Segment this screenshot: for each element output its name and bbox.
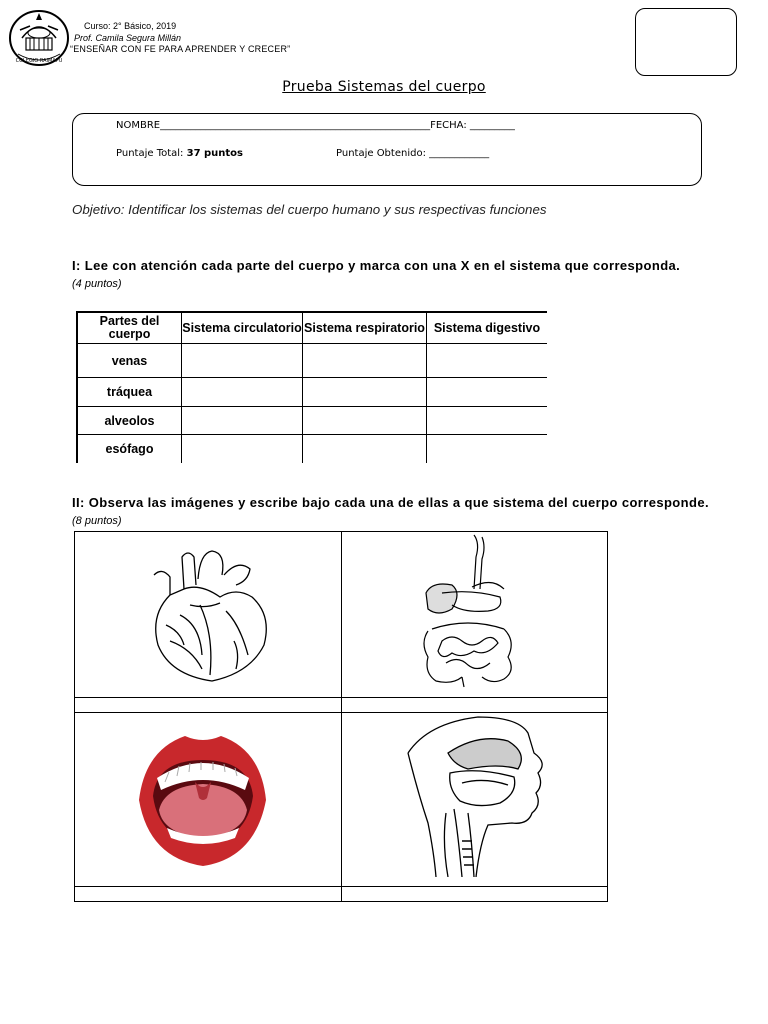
school-motto: “ENSEÑAR CON FE PARA APRENDER Y CRECER”: [70, 44, 291, 54]
answer-cell[interactable]: [303, 378, 427, 407]
section1-instruction: [72, 257, 692, 293]
total-score-value: 37 puntos: [186, 148, 244, 159]
answer-cell[interactable]: [303, 344, 427, 378]
section2-points: (8 puntos): [72, 515, 122, 527]
answer-cell[interactable]: [182, 407, 303, 435]
header-circulatory: Sistema circulatorio: [182, 312, 303, 344]
answer-field-heart[interactable]: [75, 698, 340, 711]
table-header-row: [78, 312, 547, 344]
answer-cell[interactable]: [427, 435, 548, 464]
grid-divider-vertical: [341, 531, 342, 901]
title-text: Prueba Sistemas del cuerpo: [282, 79, 486, 95]
score-box: [635, 8, 737, 76]
total-score-label: Puntaje Total:: [116, 148, 184, 159]
section1-text: I: Lee con atención cada parte del cuerpo y marca con una X en el sistema que corresponda.: [72, 258, 681, 273]
answer-field-mouth[interactable]: [75, 887, 340, 900]
answer-cell[interactable]: [303, 407, 427, 435]
open-mouth-photo: [135, 720, 270, 870]
answer-cell[interactable]: [427, 378, 548, 407]
heart-drawing: [140, 545, 270, 685]
header-digestive: Sistema digestivo: [427, 312, 548, 344]
answer-field-head[interactable]: [342, 887, 606, 900]
total-score: [116, 148, 243, 159]
page-title: [0, 79, 768, 95]
answer-cell[interactable]: [182, 378, 303, 407]
header-parts: Partes del cuerpo: [78, 312, 182, 344]
digestive-system-drawing: [412, 533, 522, 688]
objective: Objetivo: Identificar los sistemas del cuerpo humano y sus respectivas funciones: [72, 202, 547, 217]
table-row: [78, 344, 547, 378]
answer-cell[interactable]: [427, 344, 548, 378]
body-part: esófago: [105, 442, 154, 456]
school-logo: [8, 8, 70, 68]
head-cross-section-drawing: [388, 713, 558, 877]
answer-cell[interactable]: [182, 435, 303, 464]
svg-text:COLEGIO RAIMAPU: COLEGIO RAIMAPU: [15, 58, 63, 64]
header-respiratory: Sistema respiratorio: [303, 312, 427, 344]
course-label: Curso: 2° Básico, 2019: [84, 21, 177, 31]
answer-cell[interactable]: [303, 435, 427, 464]
answer-field-digestive[interactable]: [342, 698, 606, 711]
section1-points: (4 puntos): [72, 278, 122, 290]
section2-text: II: Observa las imágenes y escribe bajo cada una de ellas a que sistema del cuerpo corresponde.: [72, 495, 709, 510]
body-part: alveolos: [78, 407, 182, 435]
name-date-line[interactable]: NOMBRE______________________________________________________FECHA: _________: [116, 120, 515, 131]
body-part: tráquea: [78, 378, 182, 407]
body-part: venas: [78, 344, 182, 378]
systems-table: [78, 311, 547, 463]
section2-instruction: [72, 494, 712, 530]
teacher-label: Prof. Camila Segura Millán: [74, 33, 182, 43]
table-row: [78, 378, 547, 407]
answer-cell[interactable]: [427, 407, 548, 435]
answer-cell[interactable]: [182, 344, 303, 378]
table-row: [78, 407, 547, 435]
obtained-score-line[interactable]: Puntaje Obtenido: ____________: [336, 148, 490, 159]
table-row: [78, 435, 547, 464]
